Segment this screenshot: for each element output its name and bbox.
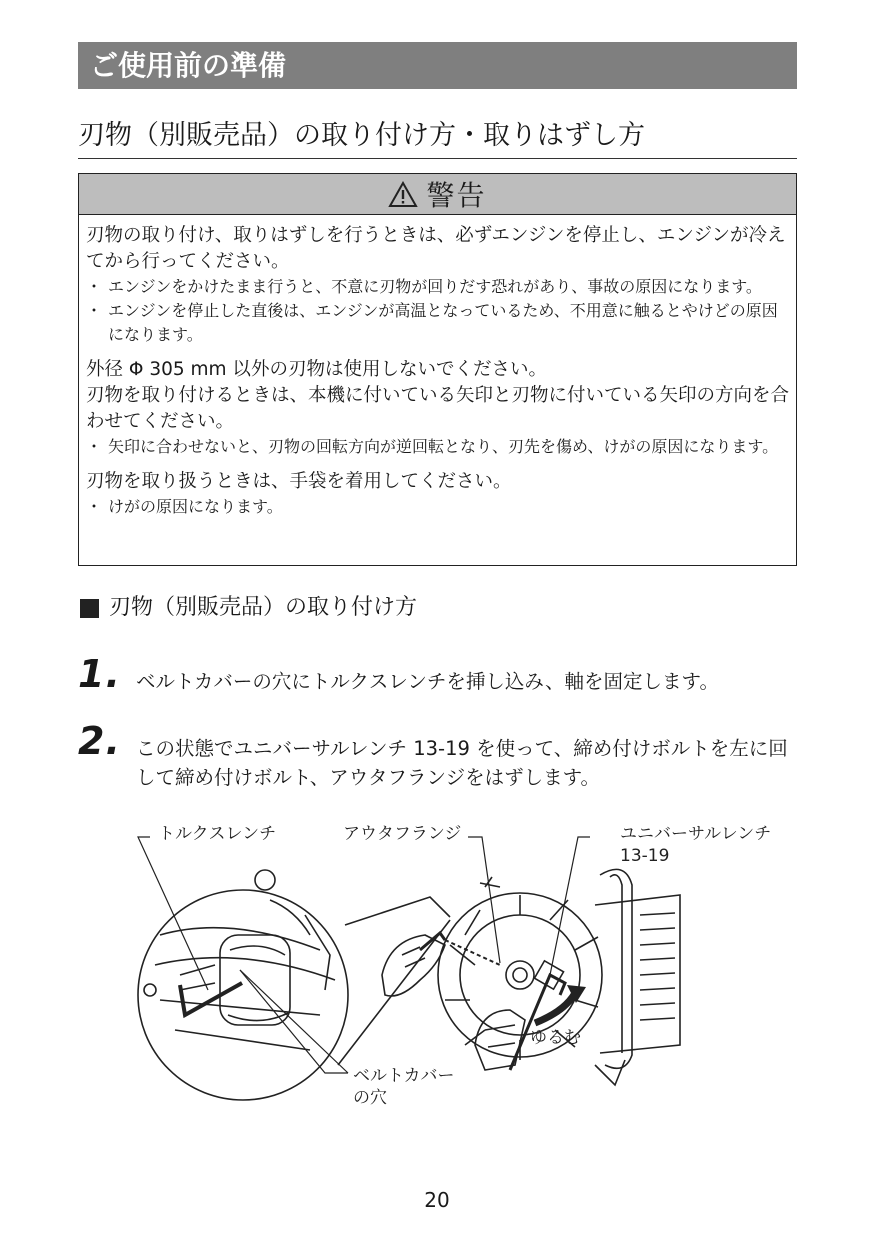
warning-sub-item: ・ けがの原因になります。	[86, 495, 790, 519]
label-torx-wrench: トルクスレンチ	[158, 824, 277, 844]
warning-spacer	[86, 347, 790, 357]
section-header-bar	[78, 42, 797, 89]
warning-triangle-icon	[388, 181, 418, 208]
warning-main-text: 外径 Φ 305 mm 以外の刃物は使用しないでください。	[86, 359, 547, 380]
label-outer-flange: アウタフランジ	[343, 824, 462, 844]
warning-main-text: 刃物を取り扱うときは、手袋を着用してください。	[86, 471, 512, 492]
warning-sub-item: ・ エンジンを停止した直後は、エンジンが高温となっているため、不用意に触るとやけどの原因になります。	[86, 299, 790, 347]
warning-header	[79, 174, 796, 215]
step-text: この状態でユニバーサルレンチ 13-19 を使って、締め付けボルトを左に回して締め付けボルト、アウタフランジをはずします。	[136, 737, 788, 789]
label-belt-cover-hole: ベルトカバー の穴	[353, 1066, 455, 1108]
square-bullet-icon	[80, 599, 99, 618]
page-number: 20	[424, 1188, 450, 1212]
warning-sub-item: ・ エンジンをかけたまま行うと、不意に刃物が回りだす恐れがあり、事故の原因になります。	[86, 275, 790, 299]
warning-sub-item: ・ 矢印に合わせないと、刃物の回転方向が逆回転となり、刃先を傷め、けがの原因になります。	[86, 435, 790, 459]
page-title: 刃物（別販売品）の取り付け方・取りはずし方	[78, 116, 797, 159]
wrench-illustration	[120, 815, 800, 1115]
warning-spacer	[86, 459, 790, 469]
warning-main-text: 刃物の取り付け、取りはずしを行うときは、必ずエンジンを停止し、エンジンが冷えてから行ってください。	[86, 225, 786, 272]
section-header-title: ご使用前の準備	[90, 49, 287, 82]
warning-box	[78, 173, 797, 566]
warning-main-text: 刃物を取り付けるときは、本機に付いている矢印と刃物に付いている矢印の方向を合わせてください。	[86, 385, 790, 432]
section-heading	[80, 593, 417, 623]
step-text: ベルトカバーの穴にトルクスレンチを挿し込み、軸を固定します。	[136, 670, 719, 693]
label-universal-wrench: ユニバーサルレンチ 13-19	[620, 824, 772, 866]
section-heading-text: 刃物（別販売品）の取り付け方	[109, 595, 418, 620]
warning-body	[79, 215, 796, 519]
label-loosen: ゆるむ	[530, 1028, 581, 1048]
step-number: 2.	[78, 719, 121, 763]
warning-title: 警告	[426, 179, 487, 212]
step-number: 1.	[78, 652, 121, 696]
